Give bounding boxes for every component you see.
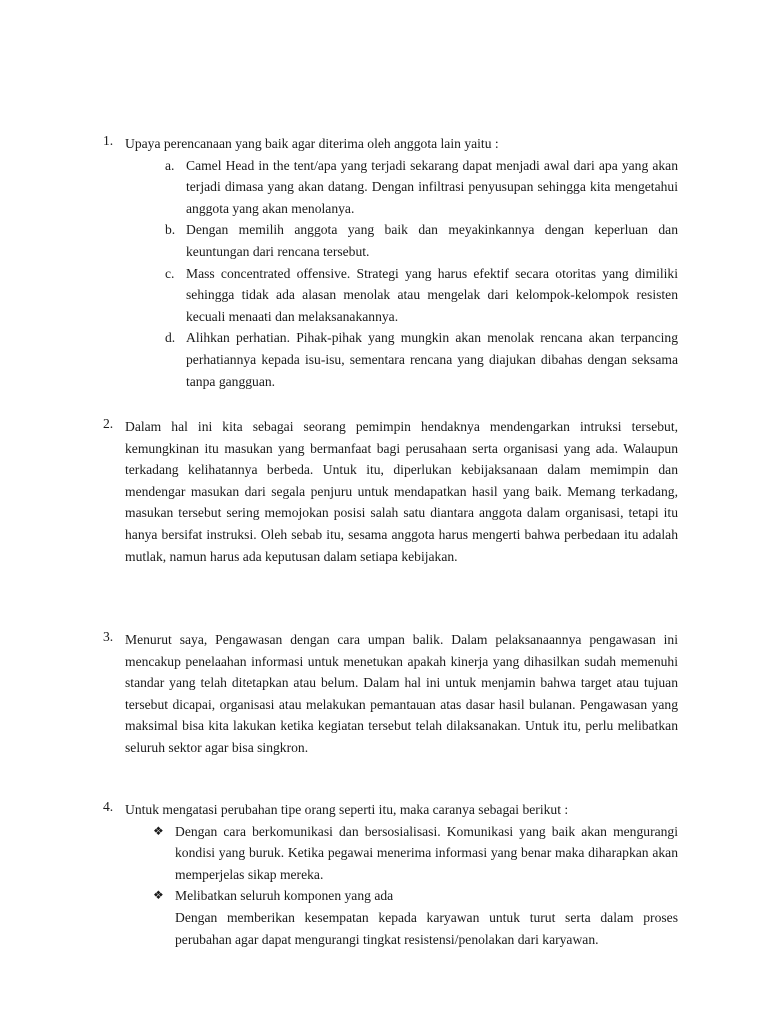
section-paragraph: Dalam hal ini kita sebagai seorang pemimpin hendaknya mendengarkan intruksi tersebut, kemungkinan itu masukan yang bermanfaat bagi perusahaan serta organisasi yang ada. Walaupun terkadang kelihatannya berbeda. Untuk itu, diperlukan kebijaksanaan dalam memimpin dan mendengar masukan dari segala penjuru untuk mendapatkan hasil yang baik. Memang terkadang, masukan tersebut sering memojokan posisi salah satu diantara anggota dalam organisasi, tetapi itu hanya bersifat instruksi. Oleh sebab itu, sesama anggota harus mengerti bahwa perbedaan itu adalah mutlak, namun harus ada keputusan dalam setiapa kebijakan. xyxy=(125,419,678,564)
list-item-text: Alihkan perhatian. Pihak-pihak yang mungkin akan menolak rencana akan terpancing perhatiannya kepada isu-isu, sementara rencana yang diajukan dibahas dengan seksama tanpa gangguan. xyxy=(186,330,678,389)
section-intro: Upaya perencanaan yang baik agar diterima oleh anggota lain yaitu : xyxy=(125,136,499,151)
section-number: 3. xyxy=(103,629,114,644)
list-marker: d. xyxy=(165,330,176,346)
bullet-item xyxy=(153,821,678,886)
bullet-text: Dengan cara berkomunikasi dan bersosialisasi. Komunikasi yang baik akan mengurangi kondisi yang buruk. Ketika pegawai menerima informasi yang benar maka diharapkan akan memperjelas sikap mereka. xyxy=(175,823,678,882)
section-number: 4. xyxy=(103,799,114,814)
list-item-text: Dengan memilih anggota yang baik dan meyakinkannya dengan keperluan dan keuntungan dari rencana tersebut. xyxy=(186,222,678,259)
list-marker: b. xyxy=(165,222,176,238)
list-item xyxy=(165,327,678,392)
list-marker: c. xyxy=(165,265,175,281)
section-paragraph: Menurut saya, Pengawasan dengan cara umpan balik. Dalam pelaksanaannya pengawasan ini mencakup penelaahan informasi untuk menetukan apakah kinerja yang dihasilkan sudah memenuhi standar yang telah ditetapkan atau belum. Dalam hal ini untuk menjamin bahwa target atau tujuan tersebut dicapai, organisasi atau melakukan pemantauan atas dasar hasil bulanan. Pengawasan yang maksimal bisa kita lakukan ketika kegiatan tersebut telah dilaksanakan. Untuk itu, perlu melibatkan seluruh sektor agar bisa singkron. xyxy=(125,632,678,755)
list-item xyxy=(165,263,678,328)
list-marker: a. xyxy=(165,157,175,173)
bullet-detail: Dengan memberikan kesempatan kepada karyawan untuk turut serta dalam proses perubahan agar dapat mengurangi tingkat resistensi/penolakan dari karyawan. xyxy=(175,909,678,947)
section-number: 1. xyxy=(103,133,114,148)
list-item-text: Camel Head in the tent/apa yang terjadi sekarang dapat menjadi awal dari apa yang akan terjadi dimasa yang akan datang. Dengan infiltrasi penyusupan sehingga kita mengetahui anggota yang akan menolanya. xyxy=(186,157,678,216)
bullet-text: Melibatkan seluruh komponen yang ada xyxy=(175,888,394,904)
list-item xyxy=(165,219,678,262)
diamond-bullet-icon: ❖ xyxy=(153,888,164,903)
section-number: 2. xyxy=(103,416,114,431)
list-item xyxy=(165,155,678,220)
diamond-bullet-icon: ❖ xyxy=(153,823,164,838)
list-item-text: Mass concentrated offensive. Strategi yang harus efektif secara otoritas yang dimiliki sehingga tidak ada alasan menolak atau mengelak dari kelompok-kelompok resisten kecuali menaati dan melaksanakannya. xyxy=(186,265,678,324)
section-intro: Untuk mengatasi perubahan tipe orang seperti itu, maka caranya sebagai berikut : xyxy=(125,802,569,817)
bullet-item xyxy=(153,885,678,950)
